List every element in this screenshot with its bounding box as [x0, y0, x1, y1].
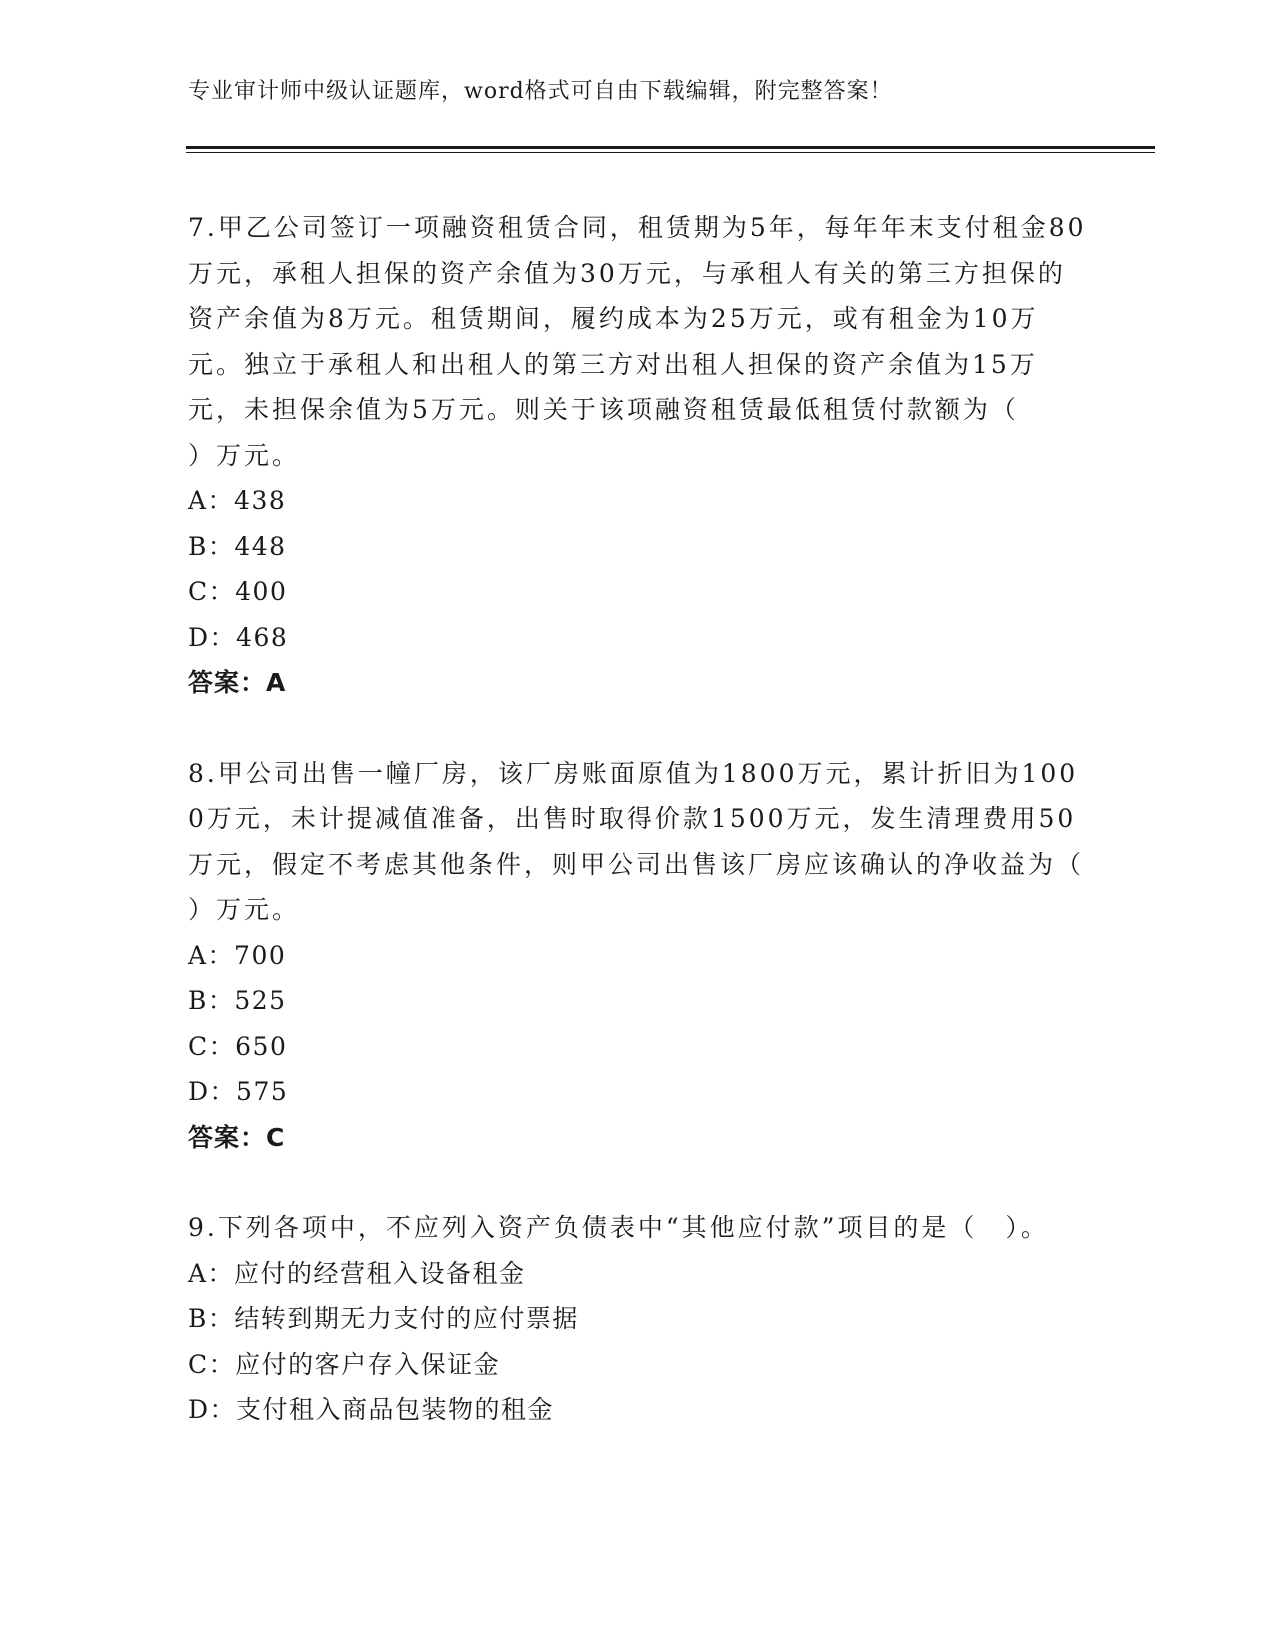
question-stem: 9.下列各项中，不应列入资产负债表中“其他应付款”项目的是（ ）。 [188, 1213, 1049, 1242]
option-d: D：468 [188, 622, 289, 652]
option-c: C：650 [188, 1031, 288, 1061]
option-b: B：结转到期无力支付的应付票据 [188, 1304, 579, 1333]
question-stem: 7.甲乙公司签订一项融资租赁合同，租赁期为5年，每年年末支付租金80万元，承租人担保的资产余值为30万元，与承租人有关的第三方担保的资产余值为8万元。租赁期间，履约成本为25万元，或有租金为10万元。独立于承租人和出租人的第三方对出租人担保的资产余值为15万元，未担保余值为5万元。则关于该项融资租赁最低租赁付款额为（ ）万元。 [188, 213, 1087, 470]
page-header: 专业审计师中级认证题库，word格式可自由下载编辑，附完整答案！ [188, 79, 893, 104]
question-8 [188, 751, 1169, 1161]
option-c: C：400 [188, 577, 288, 606]
option-a: A：700 [188, 940, 287, 970]
question-9 [188, 1205, 1088, 1433]
spacer [188, 706, 1088, 751]
option-b: B：525 [188, 986, 287, 1015]
header-divider-thin [186, 152, 1155, 153]
option-a: A：应付的经营租入设备租金 [188, 1258, 526, 1288]
answer-label: 答案：A [188, 668, 287, 697]
question-stem: 8.甲公司出售一幢厂房，该厂房账面原值为1800万元，累计折旧为1000万元，未计提减值准备，出售时取得价款1500万元，发生清理费用50万元，假定不考虑其他条件，则甲公司出售该厂房应该确认的净收益为（ ）万元。 [188, 758, 1169, 924]
option-c: C：应付的客户存入保证金 [188, 1349, 501, 1379]
question-list [188, 205, 1169, 1433]
option-d: D：支付租入商品包装物的租金 [188, 1395, 555, 1424]
option-a: A：438 [188, 486, 287, 515]
question-7 [188, 205, 1088, 706]
header-divider-thick [186, 146, 1155, 149]
option-b: B：448 [188, 531, 287, 561]
answer-label: 答案：C [188, 1122, 286, 1152]
spacer [188, 1160, 1088, 1205]
option-d: D：575 [188, 1077, 289, 1106]
